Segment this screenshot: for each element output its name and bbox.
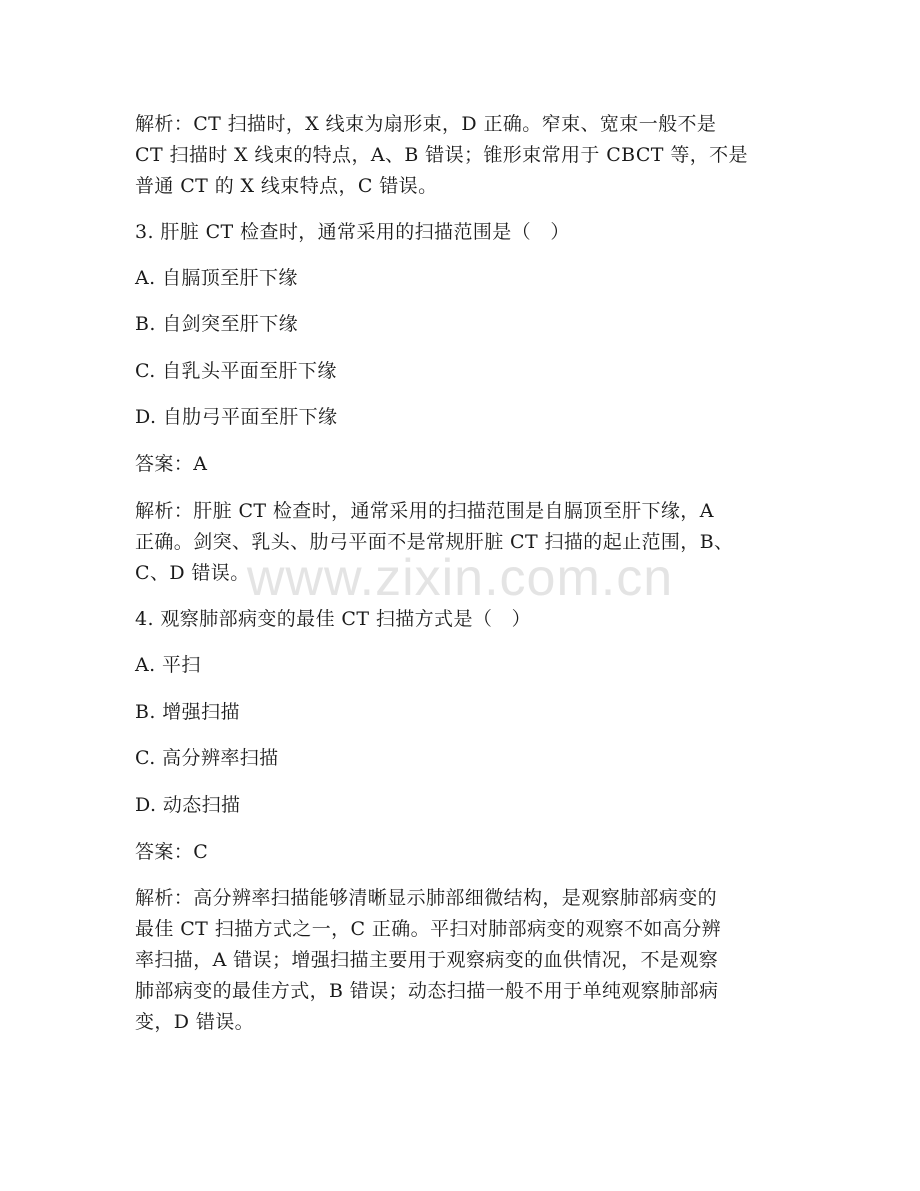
analysis-q3-line-2: 正确。剑突、乳头、肋弓平面不是常规肝脏 CT 扫描的起止范围，B、 xyxy=(135,531,734,553)
analysis-q4-line-2: 最佳 CT 扫描方式之一，C 正确。平扫对肺部病变的观察不如高分辨 xyxy=(135,918,722,940)
question-3-option-c: C. 自乳头平面至肝下缘 xyxy=(135,360,337,382)
question-4-option-d: D. 动态扫描 xyxy=(135,794,241,816)
analysis-q2-line-3: 普通 CT 的 X 线束特点，C 错误。 xyxy=(135,175,438,197)
analysis-q4-line-3: 率扫描，A 错误；增强扫描主要用于观察病变的血供情况，不是观察 xyxy=(135,949,719,971)
question-3-stem: 3. 肝脏 CT 检查时，通常采用的扫描范围是（ ） xyxy=(135,221,570,243)
question-4-option-b: B. 增强扫描 xyxy=(135,701,240,723)
question-3-option-b: B. 自剑突至肝下缘 xyxy=(135,313,299,335)
question-4-answer: 答案：C xyxy=(135,841,209,863)
question-3-option-d: D. 自肋弓平面至肝下缘 xyxy=(135,406,338,428)
watermark: www.zixin.com.cn xyxy=(246,549,674,607)
analysis-q2-line-2: CT 扫描时 X 线束的特点，A、B 错误；锥形束常用于 CBCT 等，不是 xyxy=(135,144,748,166)
question-4-stem: 4. 观察肺部病变的最佳 CT 扫描方式是（ ） xyxy=(135,608,531,630)
question-4-option-c: C. 高分辨率扫描 xyxy=(135,747,279,769)
analysis-q3-line-1: 解析：肝脏 CT 检查时，通常采用的扫描范围是自膈顶至肝下缘，A xyxy=(135,500,714,522)
analysis-q4-line-4: 肺部病变的最佳方式，B 错误；动态扫描一般不用于单纯观察肺部病 xyxy=(135,980,719,1002)
question-3-option-a: A. 自膈顶至肝下缘 xyxy=(135,267,298,289)
analysis-q4-line-5: 变，D 错误。 xyxy=(135,1011,255,1033)
analysis-q2-line-1: 解析：CT 扫描时，X 线束为扇形束，D 正确。窄束、宽束一般不是 xyxy=(135,113,717,135)
analysis-q4-line-1: 解析：高分辨率扫描能够清晰显示肺部细微结构，是观察肺部病变的 xyxy=(135,887,718,909)
analysis-q3-line-3: C、D 错误。 xyxy=(135,562,250,584)
question-3-answer: 答案：A xyxy=(135,453,208,475)
question-4-option-a: A. 平扫 xyxy=(135,654,201,676)
